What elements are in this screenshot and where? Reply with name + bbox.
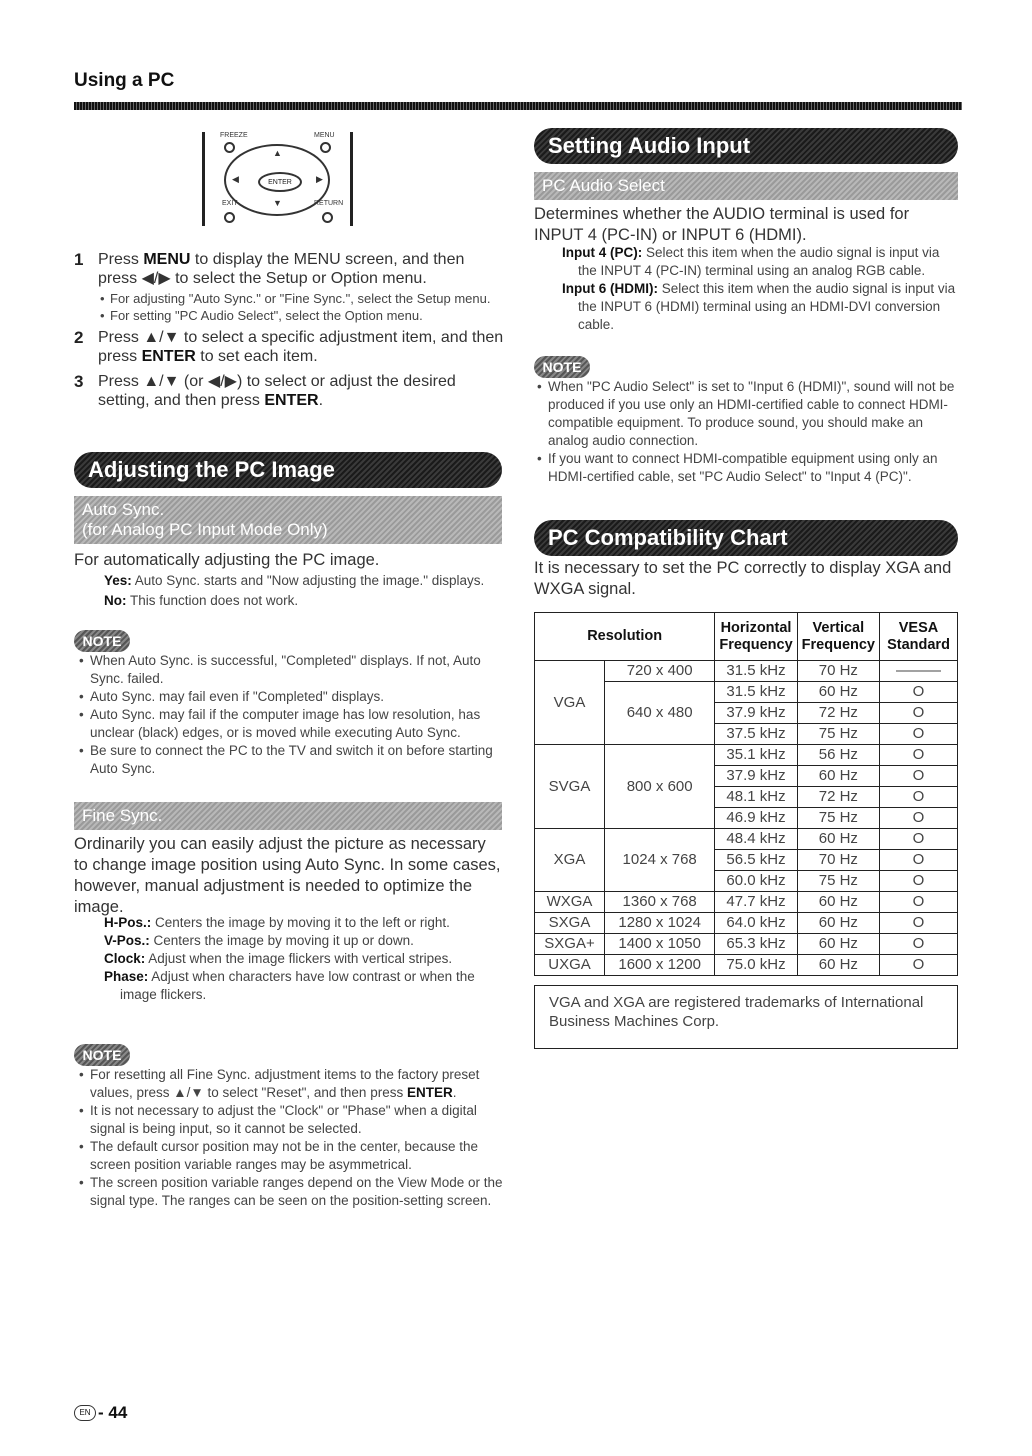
cell-vesa: O <box>880 892 958 913</box>
list-item: • For setting "PC Audio Select", select the Option menu. <box>98 307 504 324</box>
sub-banner-auto-sync <box>74 496 502 544</box>
cell-vfreq: 60 Hz <box>797 892 879 913</box>
term: Yes: <box>104 573 132 588</box>
cell-vfreq: 75 Hz <box>797 808 879 829</box>
cell-vfreq: 75 Hz <box>797 871 879 892</box>
term: No: <box>104 593 127 608</box>
table-row <box>535 661 958 682</box>
cell-vesa: ——— <box>880 661 958 682</box>
list-item: • When Auto Sync. is successful, "Completed" displays. If not, Auto Sync. failed. <box>78 652 504 688</box>
fine-sync-intro: Ordinarily you can easily adjust the picture as necessary to change image position using Auto Sync. In some cases, however, manual adjustment is needed to optimize the image. <box>74 835 501 916</box>
menu-button-icon <box>320 142 331 153</box>
cell-vesa: O <box>880 934 958 955</box>
auto-sync-notes <box>78 652 504 778</box>
list-item: • If you want to connect HDMI-compatible equipment using only an HDMI-certified cable, set "PC Audio Select" to "Input 4 (PC)". <box>536 450 960 486</box>
option-input-6 <box>562 280 960 334</box>
return-label: RETURN <box>314 200 344 207</box>
step-1-bullets <box>98 290 504 324</box>
step-number: 1 <box>74 250 84 269</box>
page-footer <box>74 1403 127 1423</box>
desc: Adjust when the image flickers with vertical stripes. <box>145 951 453 966</box>
table-row <box>535 892 958 913</box>
cell-vesa: O <box>880 955 958 976</box>
cell-hfreq: 37.9 kHz <box>715 703 797 724</box>
cell-hfreq: 31.5 kHz <box>715 661 797 682</box>
cell-vesa: O <box>880 787 958 808</box>
cell-family: WXGA <box>535 892 605 913</box>
header-vesa: VESA Standard <box>880 613 958 661</box>
family-xga: XGA <box>535 829 605 892</box>
cell-family: UXGA <box>535 955 605 976</box>
audio-intro: Determines whether the AUDIO terminal is used for INPUT 4 (PC-IN) or INPUT 6 (HDMI). <box>534 205 910 244</box>
cell-hfreq: 48.1 kHz <box>715 787 797 808</box>
cell-vesa: O <box>880 871 958 892</box>
cell-vfreq: 60 Hz <box>797 913 879 934</box>
term: Input 4 (PC): <box>562 245 643 260</box>
trademark-box: VGA and XGA are registered trademarks of International Business Machines Corp. <box>534 985 958 1049</box>
option-yes <box>104 572 504 590</box>
cell-vfreq: 60 Hz <box>797 682 879 703</box>
remote-edge-left <box>202 132 205 226</box>
key-label: ENTER <box>264 392 319 409</box>
header-resolution: Resolution <box>535 613 715 661</box>
table-row <box>535 829 958 850</box>
pc-compatibility-table <box>534 612 958 976</box>
cell-vfreq: 72 Hz <box>797 703 879 724</box>
cell-family: SXGA+ <box>535 934 605 955</box>
cell-hfreq: 37.5 kHz <box>715 724 797 745</box>
list-item: • Auto Sync. may fail if the computer image has low resolution, has unclear (black) edges, or is moved while executing Auto Sync. <box>78 706 504 742</box>
exit-label: EXIT <box>222 200 238 207</box>
step-text: Press ▲/▼ (or ◀/▶) to select or adjust the desired setting, and then press <box>98 373 456 409</box>
term: Input 6 (HDMI): <box>562 281 658 296</box>
cell-vesa: O <box>880 766 958 787</box>
remote-edge-right <box>350 132 353 226</box>
step-1 <box>74 250 504 324</box>
cell-vesa: O <box>880 745 958 766</box>
right-arrow-icon: ▶ <box>316 174 323 184</box>
list-item: • Be sure to connect the PC to the TV and switch it on before starting Auto Sync. <box>78 742 504 778</box>
cell-hfreq: 64.0 kHz <box>715 913 797 934</box>
steps-list <box>74 250 504 414</box>
sub-banner-fine-sync: Fine Sync. <box>74 802 502 830</box>
note-badge: NOTE <box>74 1044 130 1066</box>
step-text: Press ▲/▼ to select a specific adjustment item, and then press <box>98 329 504 365</box>
option-phase <box>104 968 504 1004</box>
table-row <box>535 913 958 934</box>
desc: Select this item when the audio signal is input via the INPUT 6 (HDMI) terminal using an HDMI-DVI conversion cable. <box>578 281 956 332</box>
step-text: to display the MENU screen, and then press ◀/▶ to select the Setup or Option menu. <box>98 251 465 287</box>
family-vga: VGA <box>535 661 605 745</box>
page-title: Using a PC <box>74 70 175 91</box>
note-badge: NOTE <box>534 356 590 378</box>
audio-notes <box>536 378 960 486</box>
cell-family: SXGA <box>535 913 605 934</box>
audio-options <box>562 244 960 334</box>
sub-banner-pc-audio-select: PC Audio Select <box>534 172 958 200</box>
cell-hfreq: 56.5 kHz <box>715 850 797 871</box>
header-horizontal: Horizontal Frequency <box>715 613 797 661</box>
language-badge: EN <box>74 1405 96 1421</box>
table-header-row <box>535 613 958 661</box>
list-item: • When "PC Audio Select" is set to "Input 6 (HDMI)", sound will not be produced if you use only an HDMI-certified cable to connect HDMI-compatible equipment. To produce sound, you should make an analog audio connection. <box>536 378 960 450</box>
down-arrow-icon: ▼ <box>273 198 282 208</box>
table-row <box>535 934 958 955</box>
up-arrow-icon: ▲ <box>273 148 282 158</box>
cell-vfreq: 72 Hz <box>797 787 879 808</box>
cell-vfreq: 60 Hz <box>797 955 879 976</box>
step-text: . <box>318 392 324 409</box>
freeze-label: FREEZE <box>220 132 248 139</box>
list-item: • The default cursor position may not be in the center, because the screen position variable ranges may be asymmetrical. <box>78 1138 504 1174</box>
step-2 <box>74 328 504 366</box>
compat-intro: It is necessary to set the PC correctly to display XGA and WXGA signal. <box>534 559 952 598</box>
desc: Auto Sync. starts and "Now adjusting the image." displays. <box>131 573 485 588</box>
step-3 <box>74 372 504 410</box>
fine-sync-options <box>104 914 504 1004</box>
cell-hfreq: 60.0 kHz <box>715 871 797 892</box>
step-text: to set each item. <box>195 348 318 365</box>
sub-banner-line: (for Analog PC Input Mode Only) <box>82 520 328 539</box>
cell-hfreq: 65.3 kHz <box>715 934 797 955</box>
page-number: - 44 <box>98 1403 128 1422</box>
cell-resolution: 1600 x 1200 <box>605 955 715 976</box>
cell-vfreq: 60 Hz <box>797 766 879 787</box>
cell-vesa: O <box>880 682 958 703</box>
cell-resolution: 800 x 600 <box>605 745 715 829</box>
desc: Centers the image by moving it up or down. <box>149 933 414 948</box>
remote-control-diagram <box>132 130 354 228</box>
section-banner-adjusting: Adjusting the PC Image <box>74 452 502 488</box>
exit-button-icon <box>224 212 235 223</box>
cell-hfreq: 35.1 kHz <box>715 745 797 766</box>
cell-vfreq: 70 Hz <box>797 661 879 682</box>
term: Phase: <box>104 969 149 984</box>
desc: Centers the image by moving it to the left or right. <box>151 915 450 930</box>
cell-hfreq: 47.7 kHz <box>715 892 797 913</box>
section-banner-audio: Setting Audio Input <box>534 128 958 164</box>
section-banner-compat: PC Compatibility Chart <box>534 520 958 556</box>
option-vpos <box>104 932 504 950</box>
cell-resolution: 1360 x 768 <box>605 892 715 913</box>
list-item <box>78 1066 504 1102</box>
step-text: Press <box>98 251 144 268</box>
table-row <box>535 955 958 976</box>
option-no <box>104 592 504 610</box>
cell-vesa: O <box>880 850 958 871</box>
cell-hfreq: 37.9 kHz <box>715 766 797 787</box>
option-clock <box>104 950 504 968</box>
cell-vesa: O <box>880 829 958 850</box>
sub-banner-line: Auto Sync. <box>82 500 165 519</box>
cell-vfreq: 60 Hz <box>797 934 879 955</box>
cell-hfreq: 75.0 kHz <box>715 955 797 976</box>
header-vertical: Vertical Frequency <box>797 613 879 661</box>
cell-hfreq: 31.5 kHz <box>715 682 797 703</box>
cell-resolution: 640 x 480 <box>605 682 715 745</box>
desc: Adjust when characters have low contrast or when the image flickers. <box>120 969 475 1002</box>
cell-vesa: O <box>880 703 958 724</box>
term: V-Pos.: <box>104 933 150 948</box>
note-badge: NOTE <box>74 630 130 652</box>
key-label: MENU <box>143 251 191 268</box>
note-text: . <box>452 1085 457 1100</box>
cell-vfreq: 56 Hz <box>797 745 879 766</box>
option-input-4 <box>562 244 960 280</box>
step-number: 2 <box>74 328 84 347</box>
list-item: • Auto Sync. may fail even if "Completed" displays. <box>78 688 504 706</box>
table-row <box>535 745 958 766</box>
return-button-icon <box>322 212 333 223</box>
cell-hfreq: 46.9 kHz <box>715 808 797 829</box>
term: Clock: <box>104 951 146 966</box>
desc: Select this item when the audio signal is input via the INPUT 4 (PC-IN) terminal using an analog RGB cable. <box>578 245 940 278</box>
header-rule <box>74 102 962 110</box>
cell-vfreq: 70 Hz <box>797 850 879 871</box>
key-label: ENTER <box>141 348 196 365</box>
family-svga: SVGA <box>535 745 605 829</box>
cell-resolution: 1400 x 1050 <box>605 934 715 955</box>
auto-sync-options <box>104 572 504 610</box>
cell-resolution: 720 x 400 <box>605 661 715 682</box>
cell-vfreq: 60 Hz <box>797 829 879 850</box>
list-item: • It is not necessary to adjust the "Clock" or "Phase" when a digital signal is being input, so it cannot be selected. <box>78 1102 504 1138</box>
note-text: For resetting all Fine Sync. adjustment items to the factory preset values, press ▲/▼ to select "Reset", and then press <box>90 1067 480 1100</box>
auto-sync-intro: For automatically adjusting the PC image. <box>74 551 380 569</box>
fine-sync-notes <box>78 1066 504 1210</box>
desc: This function does not work. <box>126 593 299 608</box>
enter-button-icon: ENTER <box>258 172 302 192</box>
freeze-button-icon <box>224 142 235 153</box>
term: H-Pos.: <box>104 915 152 930</box>
left-arrow-icon: ◀ <box>232 174 239 184</box>
step-number: 3 <box>74 372 84 391</box>
cell-resolution: 1024 x 768 <box>605 829 715 892</box>
list-item: • For adjusting "Auto Sync." or "Fine Sync.", select the Setup menu. <box>98 290 504 307</box>
cell-resolution: 1280 x 1024 <box>605 913 715 934</box>
cell-vfreq: 75 Hz <box>797 724 879 745</box>
cell-vesa: O <box>880 808 958 829</box>
cell-vesa: O <box>880 913 958 934</box>
cell-hfreq: 48.4 kHz <box>715 829 797 850</box>
list-item: • The screen position variable ranges depend on the View Mode or the signal type. The ranges can be seen on the position-setting screen. <box>78 1174 504 1210</box>
menu-label: MENU <box>314 132 335 139</box>
cell-vesa: O <box>880 724 958 745</box>
option-hpos <box>104 914 504 932</box>
key-label: ENTER <box>406 1085 453 1100</box>
